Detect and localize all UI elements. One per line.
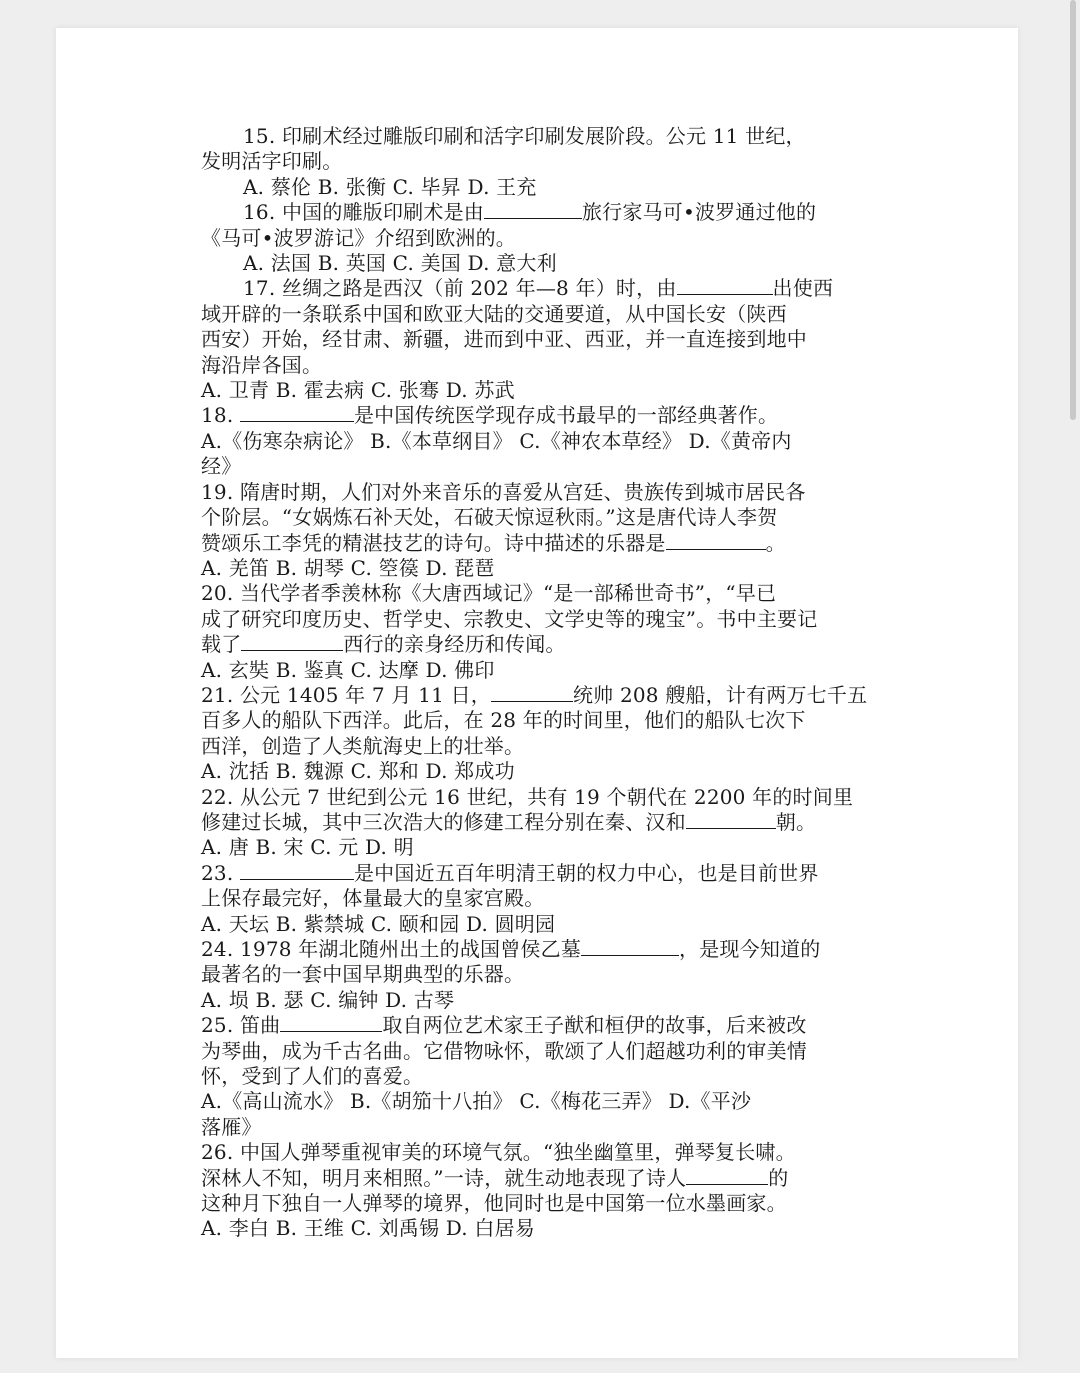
text-line — [201, 226, 881, 251]
line-text: 16. 中国的雕版印刷术是由 — [243, 200, 484, 225]
text-line — [201, 403, 881, 428]
text-line — [201, 200, 881, 225]
line-text: A.《高山流水》 B.《胡笳十八拍》 C.《梅花三弄》 D.《平沙 — [201, 1089, 752, 1114]
line-text: 经》 — [201, 454, 242, 479]
text-line — [201, 759, 881, 784]
line-text: 为琴曲，成为千古名曲。它借物咏怀，歌颂了人们超越功利的审美情 — [201, 1038, 807, 1063]
text-line — [201, 1191, 881, 1216]
text-line — [201, 378, 881, 403]
text-line — [201, 454, 881, 479]
line-text: 19. 隋唐时期，人们对外来音乐的喜爱从宫廷、贵族传到城市居民各 — [201, 479, 806, 504]
text-line — [201, 708, 881, 733]
text-line — [201, 505, 881, 530]
line-text: 赞颂乐工李凭的精湛技艺的诗句。诗中描述的乐器是 — [201, 530, 666, 555]
text-line — [201, 607, 881, 632]
line-text: 深林人不知，明月来相照。”一诗，就生动地表现了诗人 — [201, 1165, 687, 1190]
line-text: 朝。 — [775, 809, 817, 834]
line-text: 21. 公元 1405 年 7 月 11 日， — [201, 682, 491, 707]
text-line — [201, 302, 881, 327]
scrollbar[interactable] — [1070, 0, 1076, 420]
fill-in-blank — [241, 632, 343, 651]
text-line — [201, 1089, 881, 1114]
text-line — [201, 937, 881, 962]
text-line — [201, 734, 881, 759]
line-text: 载了 — [201, 632, 242, 657]
line-text: 西洋，创造了人类航海史上的壮举。 — [201, 733, 525, 758]
line-text: A. 沈括 B. 魏源 C. 郑和 D. 郑成功 — [201, 759, 515, 784]
text-line — [201, 1039, 881, 1064]
line-text: 落雁》 — [201, 1114, 262, 1139]
text-line — [201, 1166, 881, 1191]
text-line — [201, 1115, 881, 1140]
line-text: 18. — [201, 403, 240, 428]
line-text: 怀，受到了人们的喜爱。 — [201, 1064, 424, 1089]
line-text: 成了研究印度历史、哲学史、宗教史、文学史等的瑰宝”。书中主要记 — [201, 606, 818, 631]
fill-in-blank — [686, 1166, 768, 1185]
text-line — [201, 353, 881, 378]
text-line — [201, 149, 881, 174]
line-text: 个阶层。“女娲炼石补天处，石破天惊逗秋雨。”这是唐代诗人李贺 — [201, 505, 778, 530]
line-text: 旅行家马可•波罗通过他的 — [581, 200, 817, 225]
line-text: 百多人的船队下西洋。此后，在 28 年的时间里，他们的船队七次下 — [201, 708, 806, 733]
line-text: 西安）开始，经甘肃、新疆，进而到中亚、西亚，并一直连接到地中 — [201, 327, 807, 352]
fill-in-blank — [484, 200, 582, 219]
line-text: ，是现今知道的 — [679, 937, 821, 961]
line-text: 22. 从公元 7 世纪到公元 16 世纪，共有 19 个朝代在 2200 年的时间里 — [201, 784, 854, 809]
line-text: 15. 印刷术经过雕版印刷和活字印刷发展阶段。公元 11 世纪， — [243, 124, 806, 148]
text-line — [201, 327, 881, 352]
text-line — [201, 785, 881, 810]
line-text: 域开辟的一条联系中国和欧亚大陆的交通要道，从中国长安（陕西 — [201, 301, 787, 326]
question-list — [201, 124, 881, 1242]
fill-in-blank — [491, 683, 573, 702]
line-text: A. 玄奘 B. 鉴真 C. 达摩 D. 佛印 — [201, 657, 495, 682]
line-text: 修建过长城，其中三次浩大的修建工程分别在秦、汉和 — [201, 809, 686, 834]
text-line — [201, 124, 881, 149]
document-page — [56, 28, 1018, 1358]
line-text: 17. 丝绸之路是西汉（前 202 年—8 年）时，由 — [243, 276, 677, 301]
line-text: A. 羌笛 B. 胡琴 C. 箜篌 D. 琵琶 — [201, 555, 495, 580]
text-line — [201, 1216, 881, 1241]
text-line — [201, 480, 881, 505]
line-text: 的 — [768, 1165, 789, 1190]
line-text: 西行的亲身经历和传闻。 — [343, 632, 566, 657]
line-text: 统帅 208 艘船，计有两万七千五 — [572, 682, 868, 707]
line-text: 上保存最完好，体量最大的皇家宫殿。 — [201, 886, 545, 911]
fill-in-blank — [280, 1013, 382, 1032]
text-line — [201, 276, 881, 301]
text-line — [201, 810, 881, 835]
line-text: 最著名的一套中国早期典型的乐器。 — [201, 962, 525, 987]
line-text: 发明活字印刷。 — [201, 149, 343, 174]
line-text: 20. 当代学者季羡林称《大唐西域记》“是一部稀世奇书”，“早已 — [201, 581, 777, 606]
line-text: 《马可•波罗游记》介绍到欧洲的。 — [201, 225, 516, 250]
text-line — [201, 962, 881, 987]
line-text: 23. — [201, 860, 240, 885]
text-line — [201, 175, 881, 200]
fill-in-blank — [666, 531, 766, 550]
fill-in-blank — [686, 810, 776, 829]
text-line — [201, 835, 881, 860]
text-line — [201, 556, 881, 581]
text-line — [201, 1013, 881, 1038]
line-text: 。 — [765, 530, 786, 555]
line-text: 这种月下独自一人弹琴的境界，他同时也是中国第一位水墨画家。 — [201, 1191, 787, 1216]
line-text: A.《伤寒杂病论》 B.《本草纲目》 C.《神农本草经》 D.《黄帝内 — [201, 428, 792, 453]
line-text: 是中国传统医学现存成书最早的一部经典著作。 — [353, 403, 779, 428]
line-text: A. 法国 B. 英国 C. 美国 D. 意大利 — [243, 251, 557, 276]
text-line — [201, 861, 881, 886]
line-text: A. 卫青 B. 霍去病 C. 张骞 D. 苏武 — [201, 378, 515, 403]
text-line — [201, 683, 881, 708]
text-line — [201, 886, 881, 911]
line-text: A. 唐 B. 宋 C. 元 D. 明 — [201, 835, 414, 860]
line-text: 26. 中国人弹琴重视审美的环境气氛。“独坐幽篁里，弹琴复长啸。 — [201, 1140, 796, 1165]
fill-in-blank — [240, 403, 354, 422]
line-text: A. 李白 B. 王维 C. 刘禹锡 D. 白居易 — [201, 1216, 535, 1241]
line-text: A. 埙 B. 瑟 C. 编钟 D. 古琴 — [201, 987, 455, 1012]
line-text: A. 蔡伦 B. 张衡 C. 毕昇 D. 王充 — [243, 174, 537, 199]
fill-in-blank — [581, 937, 679, 956]
line-text: 是中国近五百年明清王朝的权力中心，也是目前世界 — [353, 860, 819, 885]
fill-in-blank — [677, 276, 773, 295]
text-line — [201, 1140, 881, 1165]
text-line — [201, 251, 881, 276]
text-line — [201, 658, 881, 683]
line-text: 24. 1978 年湖北随州出土的战国曾侯乙墓 — [201, 937, 582, 961]
text-line — [201, 531, 881, 556]
text-line — [201, 632, 881, 657]
line-text: 取自两位艺术家王子猷和桓伊的故事，后来被改 — [382, 1013, 807, 1038]
text-line — [201, 988, 881, 1013]
line-text: 海沿岸各国。 — [201, 352, 323, 377]
text-line — [201, 429, 881, 454]
fill-in-blank — [240, 861, 354, 880]
text-line — [201, 1064, 881, 1089]
line-text: 出使西 — [772, 276, 834, 301]
text-line — [201, 912, 881, 937]
line-text: A. 天坛 B. 紫禁城 C. 颐和园 D. 圆明园 — [201, 911, 556, 936]
line-text: 25. 笛曲 — [201, 1013, 281, 1038]
text-line — [201, 581, 881, 606]
